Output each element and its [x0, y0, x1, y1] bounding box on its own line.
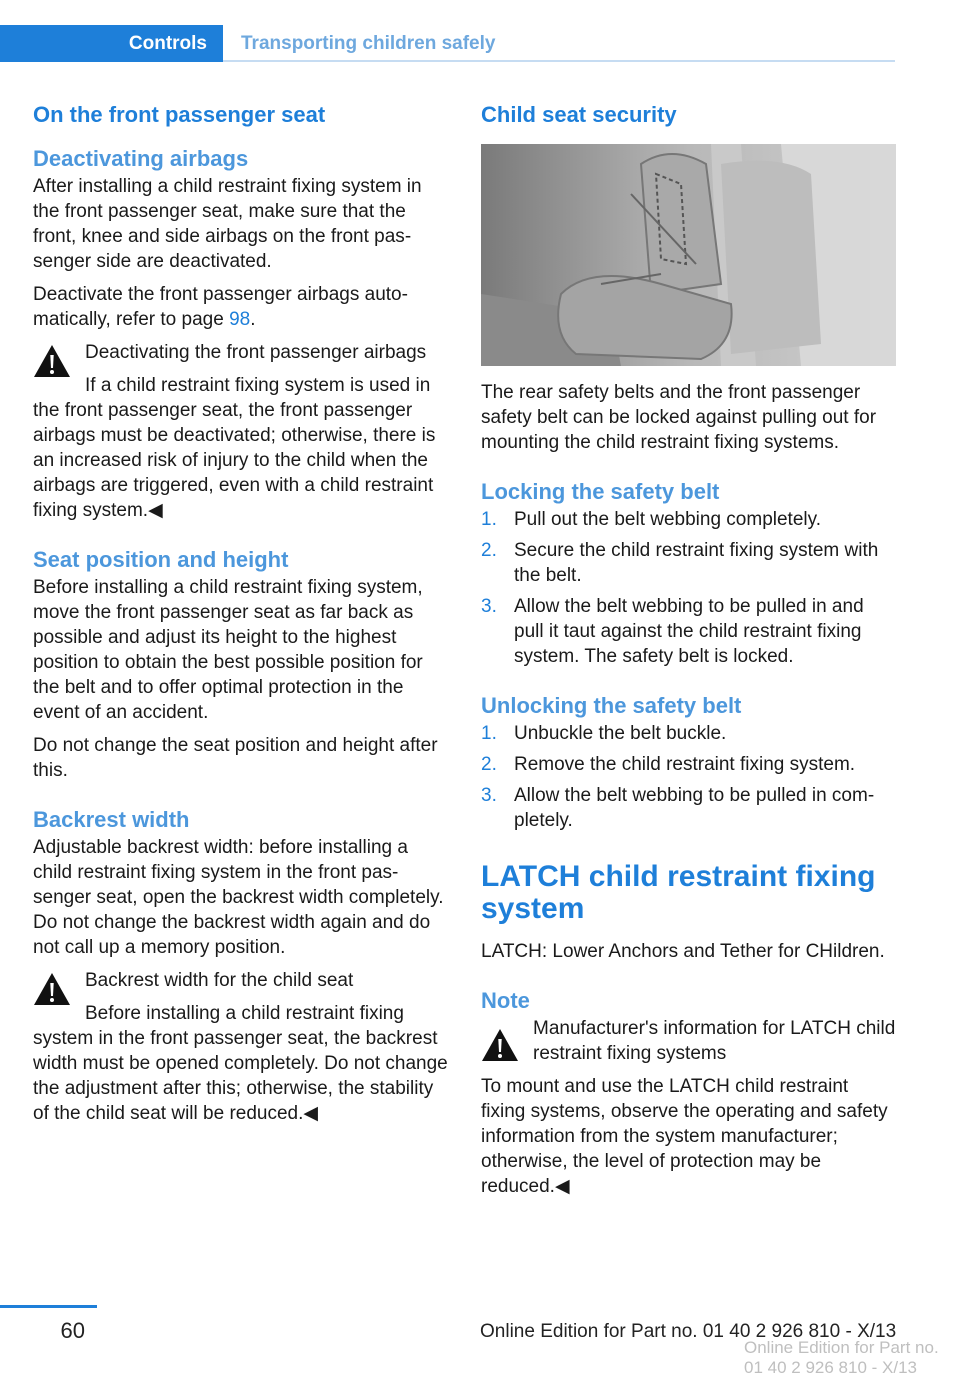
warning-latch-body	[481, 1074, 896, 1199]
step-number: 3.	[481, 596, 497, 617]
airbags-paragraph-2	[33, 282, 449, 332]
page-number: 60	[60, 1318, 85, 1343]
backrest-paragraph-1: Adjustable backrest width: before installing a child restraint fixing system in the front passenger seat, open the backrest width completely. Do not change the backrest width again and do not call up a memory position.	[33, 837, 444, 958]
list-item	[481, 721, 896, 746]
warning-backrest	[33, 968, 449, 1126]
warning-airbags-title: Deactivating the front passenger airbags	[85, 342, 427, 363]
list-item	[481, 594, 896, 669]
watermark: Online Edition for Part no. 01 40 2 926 810 - X/13	[744, 1338, 939, 1377]
list-item	[481, 752, 896, 777]
topic-tab-label: Transporting children safely	[241, 32, 496, 54]
latch-paragraph: LATCH: Lower Anchors and Tether for CHildren.	[481, 941, 885, 962]
warning-triangle-icon	[481, 1028, 519, 1062]
heading-deactivating-airbags: Deactivating airbags	[33, 146, 249, 171]
seat-paragraph-2: Do not change the seat position and height after this.	[33, 735, 438, 781]
list-item	[481, 783, 896, 833]
step-number: 1.	[481, 723, 497, 744]
header-divider	[223, 60, 895, 62]
seat-paragraph-1: Before installing a child restraint fixing system, move the front passenger seat as far back as possible and adjust its height to the highest position to obtain the best possible position for the belt and to offer optimal protection in the event of an accident.	[33, 577, 423, 723]
step-number: 1.	[481, 509, 497, 530]
left-column	[33, 100, 449, 1134]
edition-text: Online Edition for Part no. 01 40 2 926 810 - X/13	[480, 1321, 897, 1342]
warning-airbags-body	[33, 373, 449, 523]
step-number: 2.	[481, 540, 497, 561]
step-text: Unbuckle the belt buckle.	[514, 723, 727, 744]
heading-note: Note	[481, 988, 530, 1013]
warning-triangle-icon	[33, 344, 71, 378]
warning-latch-title: Manufacturer's information for LATCH child restraint fixing systems	[533, 1018, 896, 1064]
warning-backrest-body-text: Before installing a child restraint fixing system in the front passenger seat, the backrest width must be opened completely. Do not change the adjustment after this; otherwise, the stability of the child seat will be reduced.◀	[33, 1003, 448, 1124]
heading-backrest-width: Backrest width	[33, 807, 190, 832]
topic-tab[interactable]	[223, 25, 895, 62]
heading-child-seat-security: Child seat security	[481, 102, 677, 127]
heading-unlocking-belt: Unlocking the safety belt	[481, 693, 742, 718]
section-tab[interactable]	[0, 25, 223, 62]
warning-airbags-body-text: If a child restraint fixing system is used in the front passenger seat, the front passenger airbags must be deactivated; otherwise, there is an increased risk of injury to the child when the airbags are triggered, even with a child restraint fixing system.◀	[33, 375, 436, 521]
airbags-paragraph-2-end: .	[250, 309, 256, 330]
child-seat-illustration	[481, 144, 896, 366]
warning-backrest-title: Backrest width for the child seat	[85, 970, 354, 991]
airbags-paragraph-1: After installing a child restraint fixing system in the front passenger seat, make sure that the front, knee and side airbags on the front passenger side are deactivated.	[33, 176, 422, 272]
step-text: Pull out the belt webbing completely.	[514, 509, 821, 530]
list-item	[481, 538, 896, 588]
footer-divider	[0, 1305, 97, 1308]
step-text: Allow the belt webbing to be pulled in completely.	[514, 785, 875, 831]
child-seat-security-paragraph: The rear safety belts and the front passenger safety belt can be locked against pulling out for mounting the child restraint fixing systems.	[481, 382, 877, 453]
locking-steps	[481, 507, 896, 669]
unlocking-steps	[481, 721, 896, 833]
child-seat-photo	[481, 144, 896, 366]
heading-seat-position: Seat position and height	[33, 547, 289, 572]
page-header	[0, 25, 895, 62]
airbags-paragraph-2-text: Deactivate the front passenger airbags automatically, refer to page	[33, 284, 408, 330]
warning-triangle-icon	[33, 972, 71, 1006]
step-number: 2.	[481, 754, 497, 775]
list-item	[481, 507, 896, 532]
heading-latch-system: LATCH child restraint fixing system	[481, 860, 876, 925]
step-text: Allow the belt webbing to be pulled in and pull it taut against the child restraint fixing system. The safety belt is locked.	[514, 596, 864, 667]
step-number: 3.	[481, 785, 497, 806]
step-text: Remove the child restraint fixing system.	[514, 754, 856, 775]
warning-airbags	[33, 340, 449, 523]
right-column	[481, 100, 896, 1207]
warning-backrest-body	[33, 1001, 449, 1126]
page-link-98[interactable]: 98	[229, 309, 251, 330]
warning-latch	[481, 1016, 896, 1199]
warning-latch-body-text: To mount and use the LATCH child restraint fixing systems, observe the operating and safety information from the system manufacturer; otherwise, the level of protection may be reduced.◀	[481, 1076, 888, 1197]
heading-front-passenger-seat: On the front passenger seat	[33, 102, 326, 127]
section-tab-label: Controls	[128, 32, 207, 54]
step-text: Secure the child restraint fixing system with the belt.	[514, 540, 879, 586]
heading-locking-belt: Locking the safety belt	[481, 479, 720, 504]
